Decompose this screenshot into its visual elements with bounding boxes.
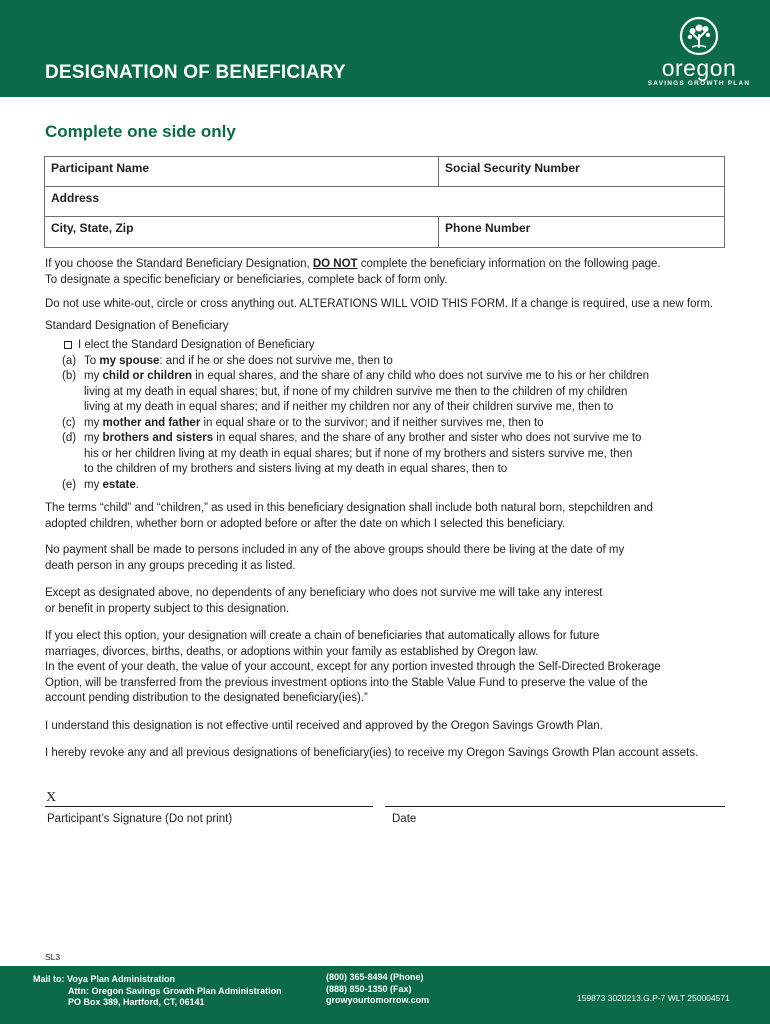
checkbox-label: I elect the Standard Designation of Beneficiary — [78, 339, 315, 351]
form-code: SL3 — [45, 952, 61, 962]
list-item: (e) my estate. — [62, 478, 139, 491]
standard-designation-heading: Standard Designation of Beneficiary — [45, 320, 229, 332]
logo-wordmark: oregon — [661, 55, 737, 81]
logo-subtitle: SAVINGS GROWTH PLAN — [647, 80, 751, 87]
signature-line[interactable] — [45, 806, 373, 807]
contact-info — [326, 972, 429, 1007]
signature-label: Participant’s Signature (Do not print) — [47, 813, 233, 825]
city-state-zip-label: City, State, Zip — [51, 221, 134, 235]
alteration-warning: Do not use white-out, circle or cross anything out. ALTERATIONS WILL VOID THIS FORM. If a change is required, use a new form. — [45, 298, 714, 310]
fax-number: (888) 850-1350 (Fax) — [326, 983, 412, 994]
terms-paragraph: The terms “child” and “children,” as used in this beneficiary designation shall include both natural born, stepchildren and adopted children, whether born or adopted before or after the date on which I selected this beneficiary. — [45, 502, 653, 530]
page-subtitle: Complete one side only — [45, 122, 236, 141]
intro-paragraph: If you choose the Standard Beneficiary Designation, DO NOT complete the beneficiary information on the following page. To designate a specific beneficiary or beneficiaries, complete back of form only. — [45, 258, 661, 286]
address-label: Address — [51, 191, 100, 205]
date-line[interactable] — [385, 806, 725, 807]
except-paragraph: Except as designated above, no dependents of any beneficiary who does not survive me will take any interest or benefit in property subject to this designation. — [45, 587, 603, 615]
participant-name-label: Participant Name — [51, 161, 150, 175]
phone-label: Phone Number — [445, 221, 531, 235]
list-item: (a) To my spouse: and if he or she does not survive me, then to — [62, 354, 393, 367]
participant-info-table — [44, 156, 725, 248]
signature-x-mark: X — [46, 790, 57, 805]
form-title: DESIGNATION OF BENEFICIARY — [45, 62, 346, 83]
no-payment-paragraph: No payment shall be made to persons included in any of the above groups should there be living at the date of my death person in any groups preceding it as listed. — [45, 544, 625, 572]
designation-list — [62, 338, 649, 493]
address-field[interactable] — [45, 187, 724, 217]
city-state-zip-field[interactable] — [45, 217, 439, 247]
participant-name-field[interactable] — [45, 157, 439, 187]
document-code: 159873 3020213.G.P-7 WLT 250004571 — [577, 993, 730, 1003]
revoke-paragraph: I hereby revoke any and all previous designations of beneficiary(ies) to receive my Oregon Savings Growth Plan account assets. — [45, 747, 699, 759]
standard-designation-checkbox-row[interactable] — [62, 338, 649, 354]
ssn-field[interactable] — [439, 157, 724, 187]
list-item: (c) my mother and father in equal share or to the survivor; and if neither survives me, then to — [62, 416, 544, 429]
list-item: (b) my child or children in equal shares, and the share of any child who does not survive me to his or her children living at my death in equal shares; but, if none of my children survive me then to the children of my children living at my death in equal shares; and if neither my children nor any of their children survive me, then to — [62, 370, 650, 413]
chain-paragraph: If you elect this option, your designation will create a chain of beneficiaries that automatically allows for future marriages, divorces, births, deaths, or adoptions within your family as established by Oregon law. In the event of your death, the value of your account, except for any portion invested through the Self-Directed Brokerage Option, will be transferred from the previous investment options into the Stable Value Fund to preserve the value of the account pending distribution to the designated beneficiary(ies).” — [45, 630, 661, 704]
date-label: Date — [392, 813, 417, 825]
mailing-address: Mail to: Voya Plan Administration Attn: Oregon Savings Growth Plan Administration PO Box 389, Hartford, CT, 06141 — [33, 974, 282, 1007]
standard-designation-checkbox[interactable] — [64, 341, 72, 349]
header-band — [0, 0, 770, 97]
list-item: (d) my brothers and sisters in equal shares, and the share of any brother and sister who does not survive me to his or her children living at my death in equal shares; but if none of my brothers and sisters survive me, then to the children of my brothers and sisters living at my death in equal shares, then to — [62, 432, 642, 475]
tree-icon — [679, 16, 719, 56]
footer-band — [0, 966, 770, 1024]
phone-number: (800) 365-8494 (Phone) — [326, 972, 424, 982]
understand-paragraph: I understand this designation is not effective until received and approved by the Oregon Savings Growth Plan. — [45, 720, 603, 732]
ssn-label: Social Security Number — [445, 161, 580, 175]
oregon-logo — [644, 16, 754, 94]
phone-field[interactable] — [439, 217, 724, 247]
website-link[interactable]: growyourtomorrow.com — [326, 995, 430, 1005]
do-not-emphasis: DO NOT — [312, 258, 358, 270]
